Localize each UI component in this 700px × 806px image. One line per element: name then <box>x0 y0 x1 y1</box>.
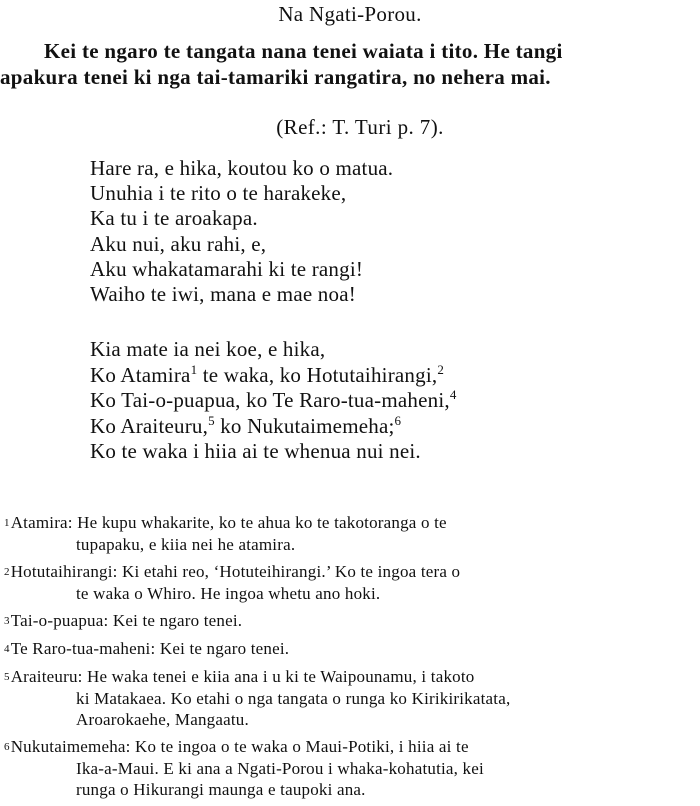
footnote-text: Tai-o-puapua: Kei te ngaro tenei. <box>10 611 243 630</box>
verse-line <box>90 363 457 389</box>
verse-line: Waiho te iwi, mana e mae noa! <box>90 282 356 307</box>
footnote-text: Ika-a-Maui. E ki ana a Ngati-Porou i whaka-kohatutia, kei <box>76 759 484 778</box>
verse-line: Aku nui, aku rahi, e, <box>90 231 267 256</box>
footnote-text: Te Raro-tua-maheni: Kei te ngaro tenei. <box>10 639 290 658</box>
footnote-first-line <box>4 512 696 534</box>
reference-line: (Ref.: T. Turi p. 7). <box>276 115 444 139</box>
footnote <box>4 610 696 632</box>
footnote <box>4 638 696 660</box>
footnote-text: Atamira: He kupu whakarite, ko te ahua ko te takotoranga o te <box>10 513 447 532</box>
verse-line: Aku whakatamarahi ki te rangi! <box>90 256 364 281</box>
verse-text: ko Nukutaimemeha; <box>214 413 395 438</box>
verse-line: Ka tu i te aroakapa. <box>90 206 258 231</box>
footnote <box>4 736 696 800</box>
verse-line <box>90 388 457 414</box>
verse-line: Hare ra, e hika, koutou ko o matua. <box>90 156 394 180</box>
intro-paragraph <box>0 38 692 90</box>
verse-line <box>90 414 457 440</box>
verse-line: Kia mate ia nei koe, e hika, <box>90 337 326 361</box>
footnote-first-line <box>4 610 696 632</box>
verse-text: te waka, ko Hotutaihirangi, <box>197 362 438 387</box>
footnote-number: 6 <box>4 741 10 753</box>
footnote-text: ki Matakaea. Ko etahi o nga tangata o runga ko Kirikirikatata, <box>76 689 511 708</box>
footnote-marker: 2 <box>437 361 445 377</box>
footnote-number: 5 <box>4 671 10 683</box>
footnote-first-line <box>4 638 696 660</box>
footnote-text: runga o Hikurangi maunga e taupoki ana. <box>76 780 366 799</box>
footnote-number: 3 <box>4 615 10 627</box>
stanza-1 <box>90 156 393 307</box>
footnote-text: Aroarokaehe, Mangaatu. <box>76 710 249 729</box>
footnote-first-line <box>4 666 696 688</box>
footnote <box>4 561 696 604</box>
page-title: Na Ngati-Porou. <box>278 2 422 26</box>
footnote-text: Araiteuru: He waka tenei e kiia ana i u ki te Waipounamu, i takoto <box>10 667 475 686</box>
footnote-number: 1 <box>4 517 10 529</box>
footnote-text: Hotutaihirangi: Ki etahi reo, ‘Hotuteihirangi.’ Ko te ingoa tera o <box>10 562 461 581</box>
stanza-2 <box>90 337 457 465</box>
footnote-number: 2 <box>4 566 10 578</box>
footnote-text: tupapaku, e kiia nei he atamira. <box>76 535 296 554</box>
footnote-marker: 6 <box>394 412 402 428</box>
footnote-first-line <box>4 561 696 583</box>
verse-text: Ko Araiteuru, <box>90 413 209 438</box>
intro-line-2: apakura tenei ki nga tai-tamariki rangatira, no nehera mai. <box>0 65 551 89</box>
verse-text: Ko Atamira <box>90 362 191 387</box>
footnote <box>4 666 696 730</box>
intro-line-1: Kei te ngaro te tangata nana tenei waiata i tito. He tangi <box>44 39 563 63</box>
verse-text: Ko Tai-o-puapua, ko Te Raro-tua-maheni, <box>90 388 450 413</box>
footnote-number: 4 <box>4 643 10 655</box>
footnote-first-line <box>4 736 696 758</box>
footnote-text: te waka o Whiro. He ingoa whetu ano hoki. <box>76 584 381 603</box>
footnote-marker: 4 <box>449 387 457 403</box>
verse-line: Ko te waka i hiia ai te whenua nui nei. <box>90 439 421 464</box>
footnote <box>4 512 696 555</box>
footnotes <box>4 512 696 806</box>
footnote-marker: 1 <box>190 361 198 377</box>
footnote-text: Nukutaimemeha: Ko te ingoa o te waka o Maui-Potiki, i hiia ai te <box>10 737 469 756</box>
verse-line: Unuhia i te rito o te harakeke, <box>90 181 347 206</box>
footnote-marker: 5 <box>208 412 215 428</box>
